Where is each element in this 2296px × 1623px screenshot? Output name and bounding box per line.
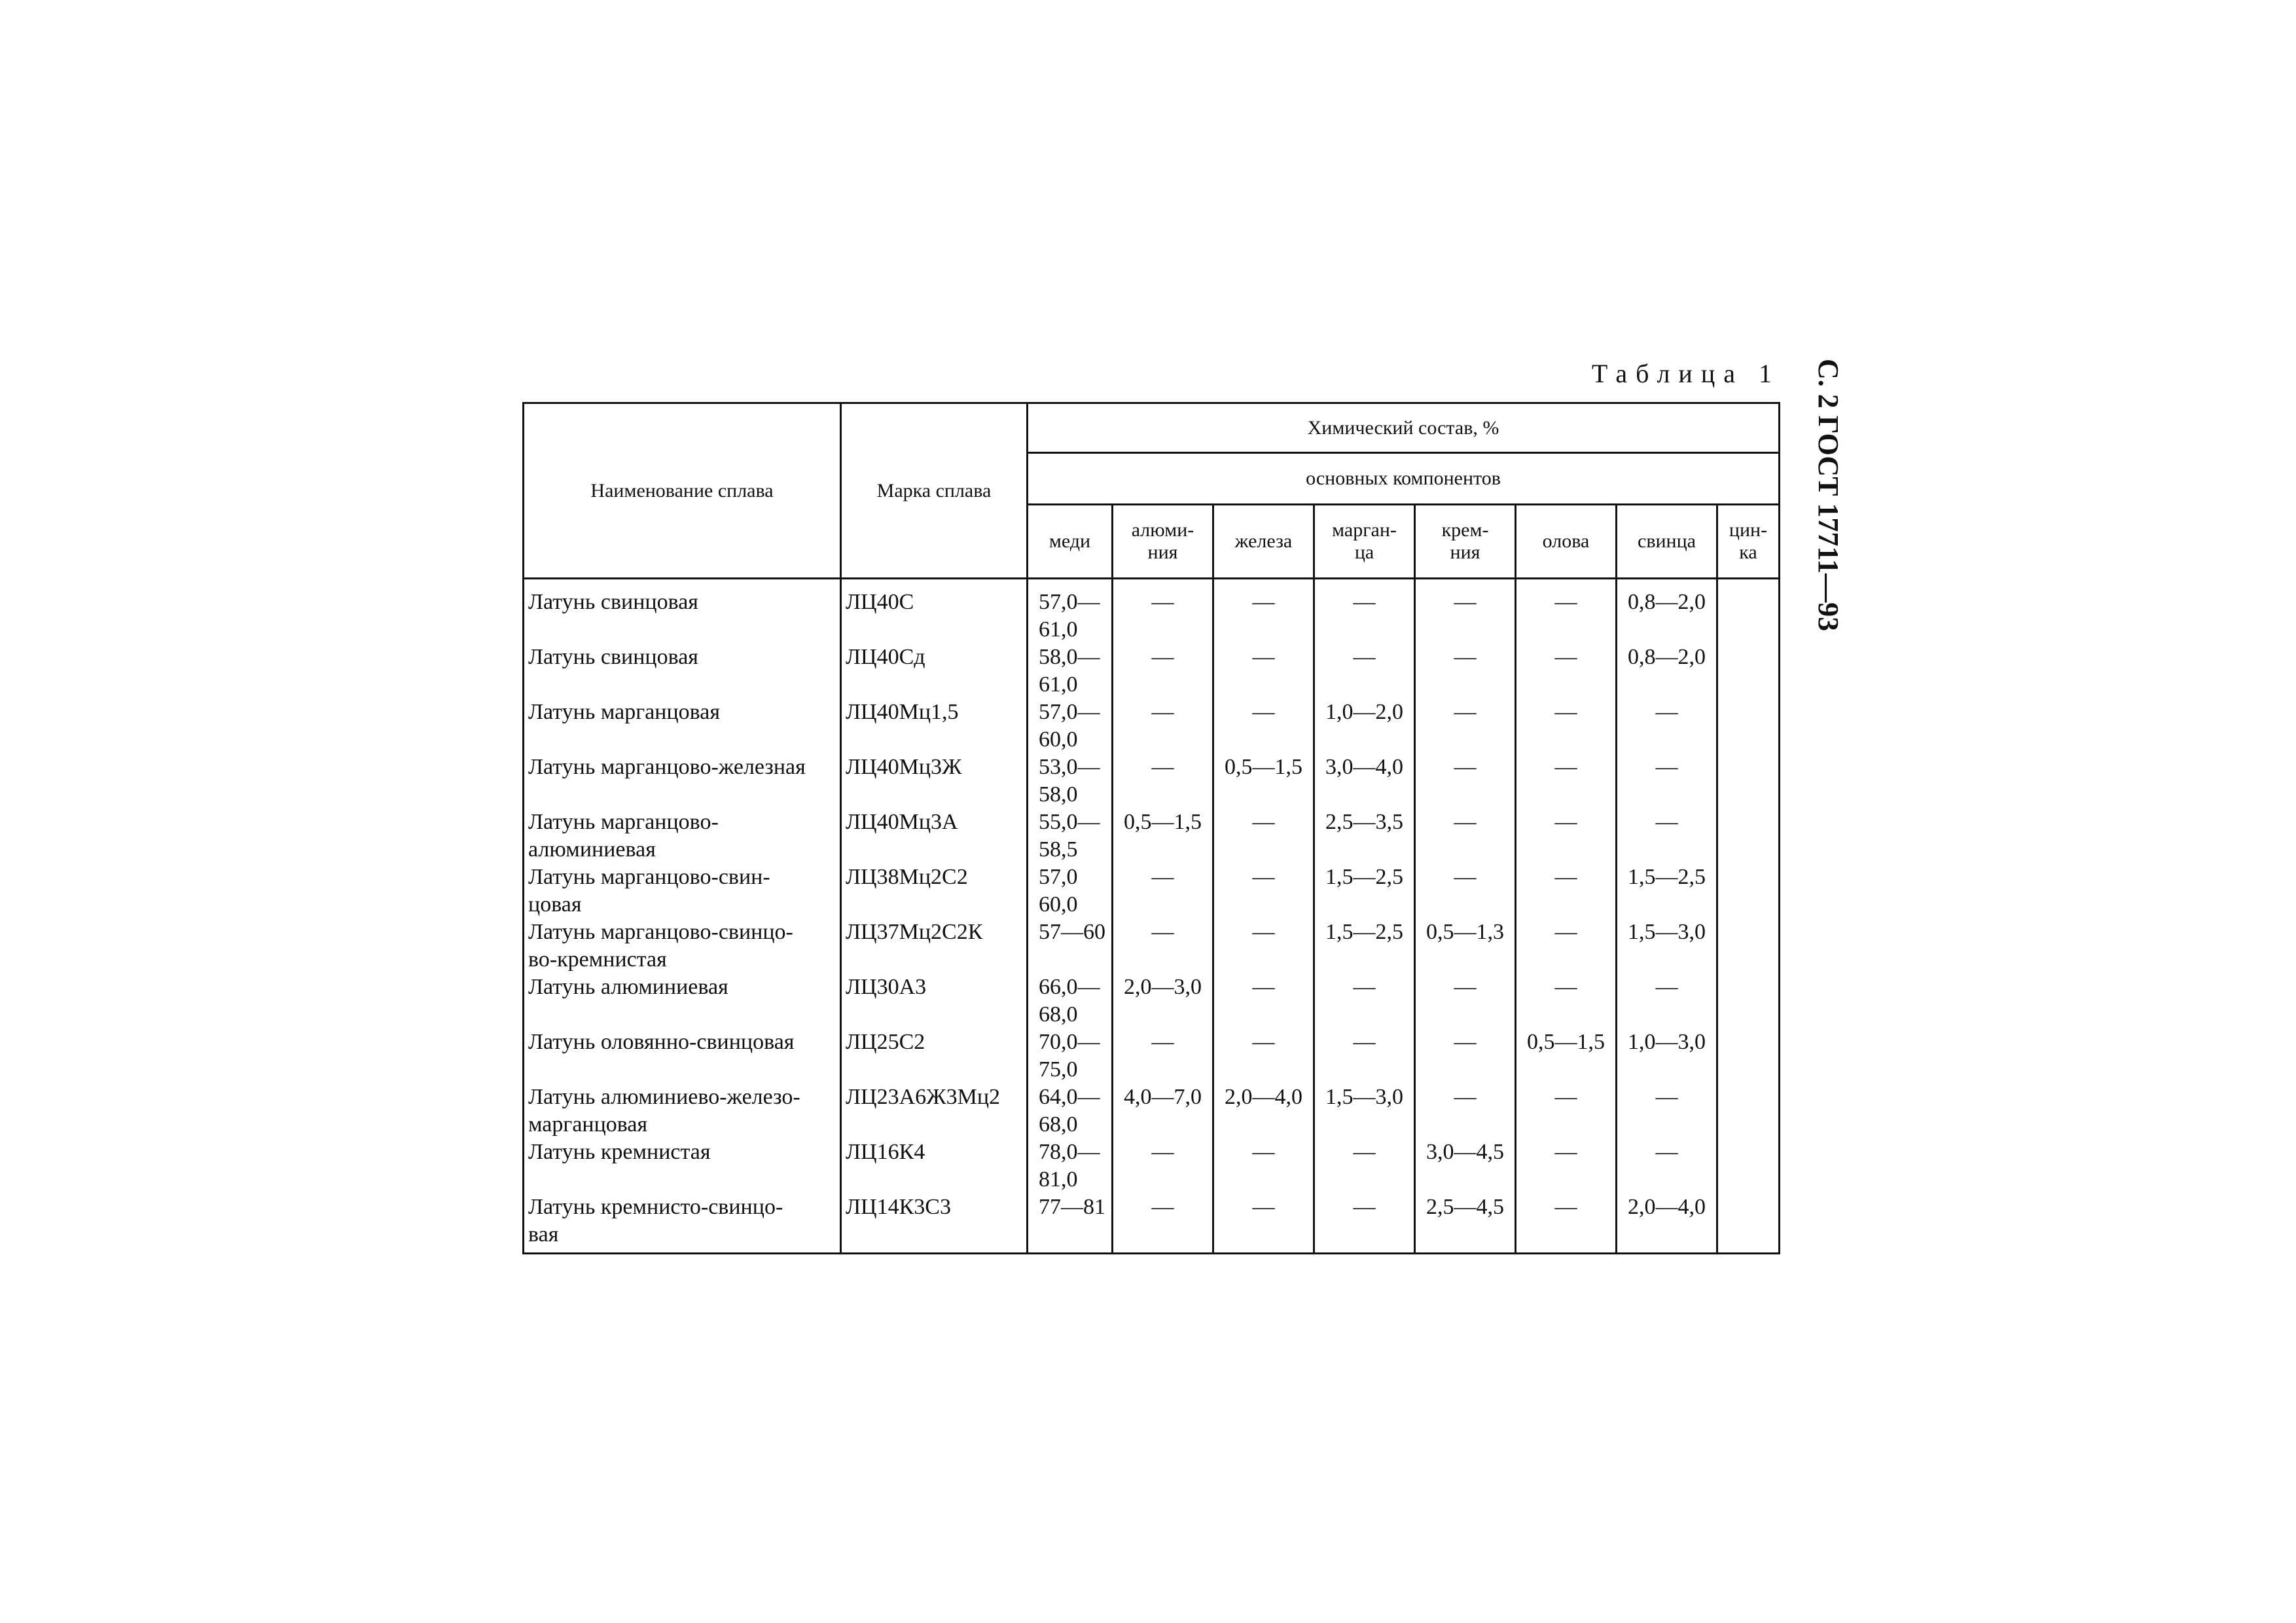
- cell-pb: 1,5—3,0: [1617, 919, 1717, 974]
- cell-mn: 3,0—4,0: [1314, 754, 1415, 809]
- cell-cu: 58,0— 61,0: [1028, 644, 1113, 699]
- cell-mn: 1,0—2,0: [1314, 699, 1415, 754]
- cell-fe: —: [1213, 1139, 1314, 1194]
- cell-si: —: [1415, 699, 1516, 754]
- page-number-standard: С. 2 ГОСТ 17711—93: [1812, 359, 1844, 632]
- alloy-composition-table: [522, 402, 1780, 1254]
- cell-cu: 66,0— 68,0: [1028, 974, 1113, 1029]
- cell-zn: [1717, 1194, 1780, 1254]
- cell-fe: —: [1213, 699, 1314, 754]
- cell-mn: 1,5—2,5: [1314, 919, 1415, 974]
- cell-fe: —: [1213, 1029, 1314, 1084]
- cell-al: —: [1113, 864, 1213, 919]
- cell-al: —: [1113, 754, 1213, 809]
- cell-zn: [1717, 809, 1780, 864]
- cell-mn: —: [1314, 1139, 1415, 1194]
- cell-name: Латунь свинцовая: [524, 579, 841, 644]
- cell-si: —: [1415, 579, 1516, 644]
- cell-cu: 70,0— 75,0: [1028, 1029, 1113, 1084]
- table-row: [524, 1139, 1780, 1194]
- cell-pb: —: [1617, 974, 1717, 1029]
- table-row: [524, 919, 1780, 974]
- cell-al: 4,0—7,0: [1113, 1084, 1213, 1139]
- cell-grade: ЛЦ37Мц2С2К: [841, 919, 1028, 974]
- cell-zn: [1717, 699, 1780, 754]
- cell-sn: —: [1516, 919, 1617, 974]
- header-element: алюми- ния: [1113, 505, 1213, 579]
- page-side-header: [1792, 359, 1864, 647]
- cell-zn: [1717, 644, 1780, 699]
- cell-si: —: [1415, 974, 1516, 1029]
- cell-grade: ЛЦ23А6Ж3Мц2: [841, 1084, 1028, 1139]
- cell-cu: 77—81: [1028, 1194, 1113, 1254]
- cell-zn: [1717, 579, 1780, 644]
- header-element: марган- ца: [1314, 505, 1415, 579]
- cell-mn: —: [1314, 1029, 1415, 1084]
- cell-sn: —: [1516, 864, 1617, 919]
- cell-sn: —: [1516, 1194, 1617, 1254]
- header-element: олова: [1516, 505, 1617, 579]
- cell-name: Латунь свинцовая: [524, 644, 841, 699]
- header-alloy-grade: Марка сплава: [841, 403, 1028, 579]
- cell-pb: 0,8—2,0: [1617, 644, 1717, 699]
- table-row: [524, 579, 1780, 644]
- cell-grade: ЛЦ30А3: [841, 974, 1028, 1029]
- cell-sn: —: [1516, 809, 1617, 864]
- cell-al: —: [1113, 1029, 1213, 1084]
- cell-cu: 53,0— 58,0: [1028, 754, 1113, 809]
- header-alloy-name: Наименование сплава: [524, 403, 841, 579]
- cell-si: —: [1415, 809, 1516, 864]
- table-row: [524, 1194, 1780, 1254]
- cell-sn: —: [1516, 974, 1617, 1029]
- cell-sn: —: [1516, 644, 1617, 699]
- cell-pb: 0,8—2,0: [1617, 579, 1717, 644]
- cell-grade: ЛЦ40С: [841, 579, 1028, 644]
- cell-name: Латунь марганцово-свин- цовая: [524, 864, 841, 919]
- cell-mn: 1,5—2,5: [1314, 864, 1415, 919]
- cell-si: —: [1415, 754, 1516, 809]
- header-element: крем- ния: [1415, 505, 1516, 579]
- cell-al: 2,0—3,0: [1113, 974, 1213, 1029]
- cell-fe: —: [1213, 644, 1314, 699]
- cell-name: Латунь марганцово-железная: [524, 754, 841, 809]
- cell-name: Латунь марганцовая: [524, 699, 841, 754]
- cell-al: —: [1113, 644, 1213, 699]
- cell-zn: [1717, 919, 1780, 974]
- cell-zn: [1717, 974, 1780, 1029]
- cell-cu: 57,0— 61,0: [1028, 579, 1113, 644]
- cell-grade: ЛЦ25С2: [841, 1029, 1028, 1084]
- table-row: [524, 864, 1780, 919]
- cell-cu: 57,0 60,0: [1028, 864, 1113, 919]
- cell-pb: —: [1617, 1084, 1717, 1139]
- cell-mn: —: [1314, 579, 1415, 644]
- cell-fe: —: [1213, 579, 1314, 644]
- table-row: [524, 699, 1780, 754]
- cell-cu: 64,0— 68,0: [1028, 1084, 1113, 1139]
- cell-fe: —: [1213, 919, 1314, 974]
- cell-mn: —: [1314, 644, 1415, 699]
- cell-pb: —: [1617, 809, 1717, 864]
- table-row: [524, 974, 1780, 1029]
- cell-sn: —: [1516, 579, 1617, 644]
- table-row: [524, 1084, 1780, 1139]
- cell-al: —: [1113, 699, 1213, 754]
- cell-zn: [1717, 864, 1780, 919]
- cell-si: —: [1415, 644, 1516, 699]
- cell-pb: —: [1617, 1139, 1717, 1194]
- cell-grade: ЛЦ14К3С3: [841, 1194, 1028, 1254]
- cell-mn: —: [1314, 1194, 1415, 1254]
- cell-si: —: [1415, 1029, 1516, 1084]
- cell-fe: 2,0—4,0: [1213, 1084, 1314, 1139]
- table-row: [524, 644, 1780, 699]
- cell-name: Латунь кремнисто-свинцо- вая: [524, 1194, 841, 1254]
- cell-sn: —: [1516, 1084, 1617, 1139]
- cell-cu: 78,0— 81,0: [1028, 1139, 1113, 1194]
- header-chemical-composition: Химический состав, %: [1028, 403, 1780, 453]
- cell-cu: 57,0— 60,0: [1028, 699, 1113, 754]
- cell-name: Латунь марганцово-свинцо- во-кремнистая: [524, 919, 841, 974]
- cell-grade: ЛЦ40Мц3А: [841, 809, 1028, 864]
- cell-al: —: [1113, 579, 1213, 644]
- cell-pb: —: [1617, 754, 1717, 809]
- cell-pb: 1,0—3,0: [1617, 1029, 1717, 1084]
- cell-al: —: [1113, 919, 1213, 974]
- cell-mn: 1,5—3,0: [1314, 1084, 1415, 1139]
- cell-name: Латунь оловянно-свинцовая: [524, 1029, 841, 1084]
- table-caption: Таблица 1: [1591, 359, 1780, 388]
- header-main-components: основных компонентов: [1028, 453, 1780, 505]
- cell-si: —: [1415, 1084, 1516, 1139]
- cell-fe: —: [1213, 1194, 1314, 1254]
- cell-fe: —: [1213, 864, 1314, 919]
- cell-name: Латунь марганцово- алюминиевая: [524, 809, 841, 864]
- cell-zn: [1717, 754, 1780, 809]
- cell-si: 2,5—4,5: [1415, 1194, 1516, 1254]
- header-element: меди: [1028, 505, 1113, 579]
- cell-name: Латунь алюминиевая: [524, 974, 841, 1029]
- cell-pb: 2,0—4,0: [1617, 1194, 1717, 1254]
- cell-pb: 1,5—2,5: [1617, 864, 1717, 919]
- cell-zn: [1717, 1084, 1780, 1139]
- cell-name: Латунь алюминиево-железо- марганцовая: [524, 1084, 841, 1139]
- cell-si: —: [1415, 864, 1516, 919]
- cell-zn: [1717, 1139, 1780, 1194]
- cell-al: —: [1113, 1194, 1213, 1254]
- cell-grade: ЛЦ38Мц2С2: [841, 864, 1028, 919]
- cell-zn: [1717, 1029, 1780, 1084]
- cell-sn: —: [1516, 1139, 1617, 1194]
- cell-cu: 55,0— 58,5: [1028, 809, 1113, 864]
- cell-al: 0,5—1,5: [1113, 809, 1213, 864]
- cell-name: Латунь кремнистая: [524, 1139, 841, 1194]
- header-element: свинца: [1617, 505, 1717, 579]
- cell-pb: —: [1617, 699, 1717, 754]
- table-row: [524, 1029, 1780, 1084]
- cell-sn: 0,5—1,5: [1516, 1029, 1617, 1084]
- cell-cu: 57—60: [1028, 919, 1113, 974]
- cell-grade: ЛЦ16К4: [841, 1139, 1028, 1194]
- cell-fe: —: [1213, 809, 1314, 864]
- cell-grade: ЛЦ40Мц1,5: [841, 699, 1028, 754]
- table-row: [524, 809, 1780, 864]
- cell-grade: ЛЦ40Мц3Ж: [841, 754, 1028, 809]
- cell-si: 3,0—4,5: [1415, 1139, 1516, 1194]
- cell-mn: 2,5—3,5: [1314, 809, 1415, 864]
- cell-al: —: [1113, 1139, 1213, 1194]
- header-element: цин- ка: [1717, 505, 1780, 579]
- table-row: [524, 754, 1780, 809]
- cell-sn: —: [1516, 754, 1617, 809]
- cell-sn: —: [1516, 699, 1617, 754]
- cell-si: 0,5—1,3: [1415, 919, 1516, 974]
- cell-grade: ЛЦ40Сд: [841, 644, 1028, 699]
- cell-mn: —: [1314, 974, 1415, 1029]
- header-element: железа: [1213, 505, 1314, 579]
- cell-fe: —: [1213, 974, 1314, 1029]
- cell-fe: 0,5—1,5: [1213, 754, 1314, 809]
